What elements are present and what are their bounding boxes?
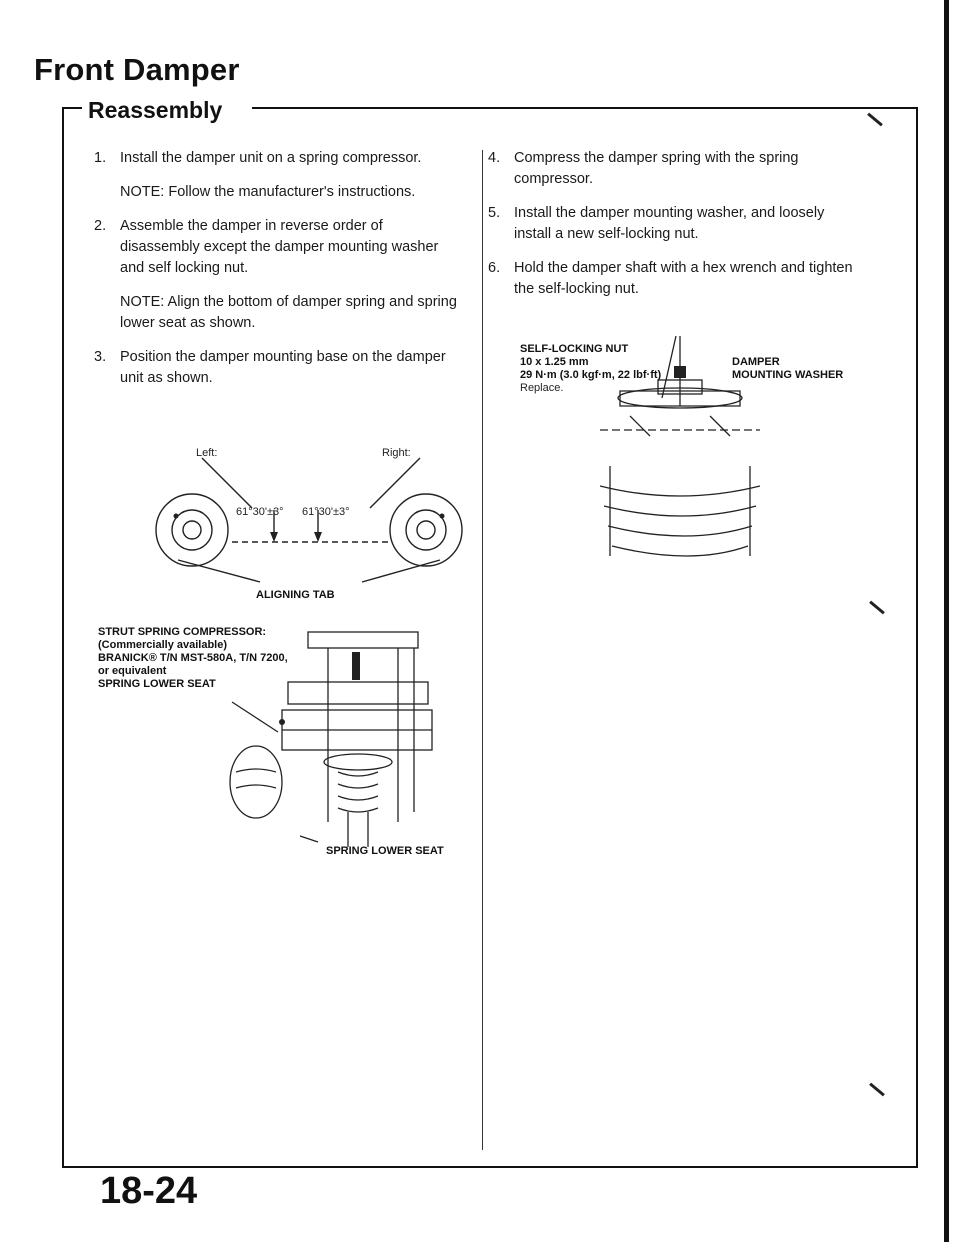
step-text: Compress the damper spring with the spring compressor. xyxy=(514,150,799,187)
step-note: NOTE: Follow the manufacturer's instructions. xyxy=(120,184,416,200)
step-number: 1. xyxy=(94,150,107,166)
right-column xyxy=(480,148,860,313)
step-5 xyxy=(480,203,860,245)
angle-left: 61°30'±3° xyxy=(236,506,284,518)
page-number: 18-24 xyxy=(100,1170,198,1212)
frame-top-left xyxy=(62,107,82,109)
step-3 xyxy=(86,347,458,389)
step-6 xyxy=(480,258,860,300)
step-text: Assemble the damper in reverse order of disassembly except the damper mounting washer and self locking nut. xyxy=(120,218,439,276)
step-note: NOTE: Align the bottom of damper spring and spring lower seat as shown. xyxy=(120,294,457,331)
left-mount-inner xyxy=(183,521,201,539)
step-text: Hold the damper shaft with a hex wrench and tighten the self-locking nut. xyxy=(514,260,853,297)
step-text: Install the damper mounting washer, and loosely install a new self-locking nut. xyxy=(514,205,825,242)
step-text: Position the damper mounting base on the damper unit as shown. xyxy=(120,349,446,386)
compressor-label-3: BRANICK® T/N MST-580A, T/N 7200, xyxy=(98,652,288,664)
step-number: 6. xyxy=(488,260,501,276)
left-mount-outer xyxy=(156,494,228,566)
right-label: Right: xyxy=(382,447,411,459)
page-right-edge xyxy=(944,0,949,1242)
nut-torque-label: 29 N·m (3.0 kgf·m, 22 lbf·ft) xyxy=(520,369,662,381)
damper-washer-label-1: DAMPER xyxy=(732,356,780,368)
left-label: Left: xyxy=(196,447,218,459)
margin-tick xyxy=(869,1083,885,1097)
step-number: 4. xyxy=(488,150,501,166)
compressor-label-1: STRUT SPRING COMPRESSOR: xyxy=(98,626,267,638)
compressor-label-2: (Commercially available) xyxy=(98,639,228,651)
left-column xyxy=(86,148,458,402)
spring-lower-seat-bottom-label: SPRING LOWER SEAT xyxy=(326,845,444,857)
margin-tick xyxy=(867,113,883,127)
right-mount-outer xyxy=(390,494,462,566)
damper-washer-label-2: MOUNTING WASHER xyxy=(732,369,844,381)
frame-bottom xyxy=(62,1166,918,1168)
right-mount-inner xyxy=(417,521,435,539)
alignment-diagram xyxy=(140,430,470,610)
section-title: Reassembly xyxy=(88,97,223,123)
aligning-tab-label: ALIGNING TAB xyxy=(256,589,335,601)
frame-left xyxy=(62,107,64,1167)
margin-tick xyxy=(869,601,885,615)
step-1 xyxy=(86,148,458,203)
step-number: 5. xyxy=(488,205,501,221)
frame-right xyxy=(916,107,918,1167)
step-number: 2. xyxy=(94,218,107,234)
nut-size-label: 10 x 1.25 mm xyxy=(520,356,589,368)
self-locking-nut-label: SELF-LOCKING NUT xyxy=(520,343,629,355)
angle-right: 61°30'±3° xyxy=(302,506,350,518)
nut-replace-label: Replace. xyxy=(520,382,564,394)
step-number: 3. xyxy=(94,349,107,365)
compressor-label-4: or equivalent xyxy=(98,665,167,677)
frame-top-right xyxy=(252,107,916,109)
spring-lower-seat-label: SPRING LOWER SEAT xyxy=(98,678,216,690)
step-2 xyxy=(86,216,458,334)
spring-compressor-drawing xyxy=(218,612,468,852)
step-text: Install the damper unit on a spring compressor. xyxy=(120,150,422,166)
page-title: Front Damper xyxy=(34,52,240,87)
step-4 xyxy=(480,148,860,190)
